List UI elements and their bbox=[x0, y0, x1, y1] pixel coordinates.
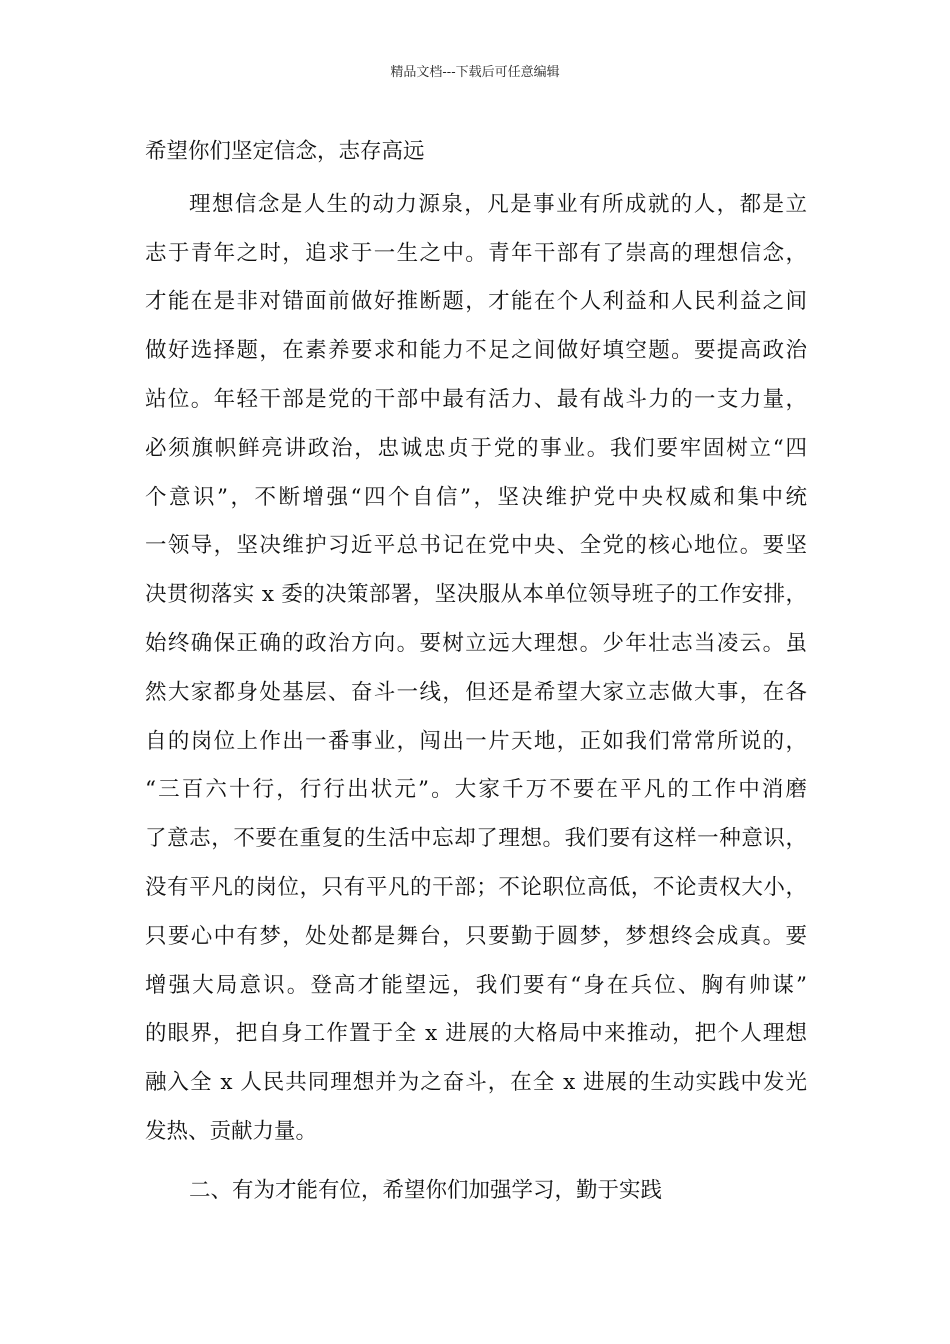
page-header: 精品文档---下载后可任意编辑 bbox=[390, 65, 560, 80]
document-body bbox=[145, 128, 807, 1216]
paragraph-line: 才能在是非对错面前做好推断题，才能在个人利益和人民利益之间 bbox=[145, 289, 807, 315]
paragraph-line: 自的岗位上作出一番事业，闯出一片天地，正如我们常常所说的， bbox=[145, 728, 807, 754]
paragraph-line: 增强大局意识。登高才能望远，我们要有“身在兵位、胸有帅谋” bbox=[145, 972, 807, 998]
section-heading-2: 二、有为才能有位，希望你们加强学习，勤于实践 bbox=[189, 1177, 663, 1203]
paragraph-line: 的眼界，把自身工作置于全 x 进展的大格局中来推动，把个人理想 bbox=[145, 1021, 807, 1047]
paragraph-line: 然大家都身处基层、奋斗一线，但还是希望大家立志做大事，在各 bbox=[145, 679, 807, 705]
paragraph-line: 始终确保正确的政治方向。要树立远大理想。少年壮志当凌云。虽 bbox=[145, 630, 807, 656]
paragraph-line: 融入全 x 人民共同理想并为之奋斗，在全 x 进展的生动实践中发光 bbox=[145, 1070, 807, 1096]
paragraph-line: 了意志，不要在重复的生活中忘却了理想。我们要有这样一种意识， bbox=[145, 826, 807, 852]
paragraph-line: 只要心中有梦，处处都是舞台，只要勤于圆梦，梦想终会成真。要 bbox=[145, 923, 807, 949]
paragraph-line: 一领导，坚决维护习近平总书记在党中央、全党的核心地位。要坚 bbox=[145, 533, 807, 559]
paragraph-line: 没有平凡的岗位，只有平凡的干部；不论职位高低，不论责权大小， bbox=[145, 874, 807, 900]
paragraph-line: 必须旗帜鲜亮讲政治，忠诚忠贞于党的事业。我们要牢固树立“四 bbox=[145, 435, 807, 461]
paragraph-line: 做好选择题，在素养要求和能力不足之间做好填空题。要提高政治 bbox=[145, 338, 807, 364]
paragraph-line: “三百六十行，行行出状元”。大家千万不要在平凡的工作中消磨 bbox=[145, 777, 807, 803]
paragraph-line: 理想信念是人生的动力源泉，凡是事业有所成就的人，都是立 bbox=[189, 191, 807, 217]
paragraph-line: 志于青年之时，追求于一生之中。青年干部有了崇高的理想信念， bbox=[145, 240, 807, 266]
paragraph bbox=[145, 181, 807, 1157]
paragraph-line: 站位。年轻干部是党的干部中最有活力、最有战斗力的一支力量， bbox=[145, 386, 807, 412]
paragraph-line: 发热、贡献力量。 bbox=[145, 1118, 318, 1144]
section-heading-1: 希望你们坚定信念，志存高远 bbox=[145, 139, 425, 164]
paragraph-line: 决贯彻落实 x 委的决策部署，坚决服从本单位领导班子的工作安排， bbox=[145, 582, 807, 608]
paragraph-line: 个意识”，不断增强“四个自信”，坚决维护党中央权威和集中统 bbox=[145, 484, 807, 510]
